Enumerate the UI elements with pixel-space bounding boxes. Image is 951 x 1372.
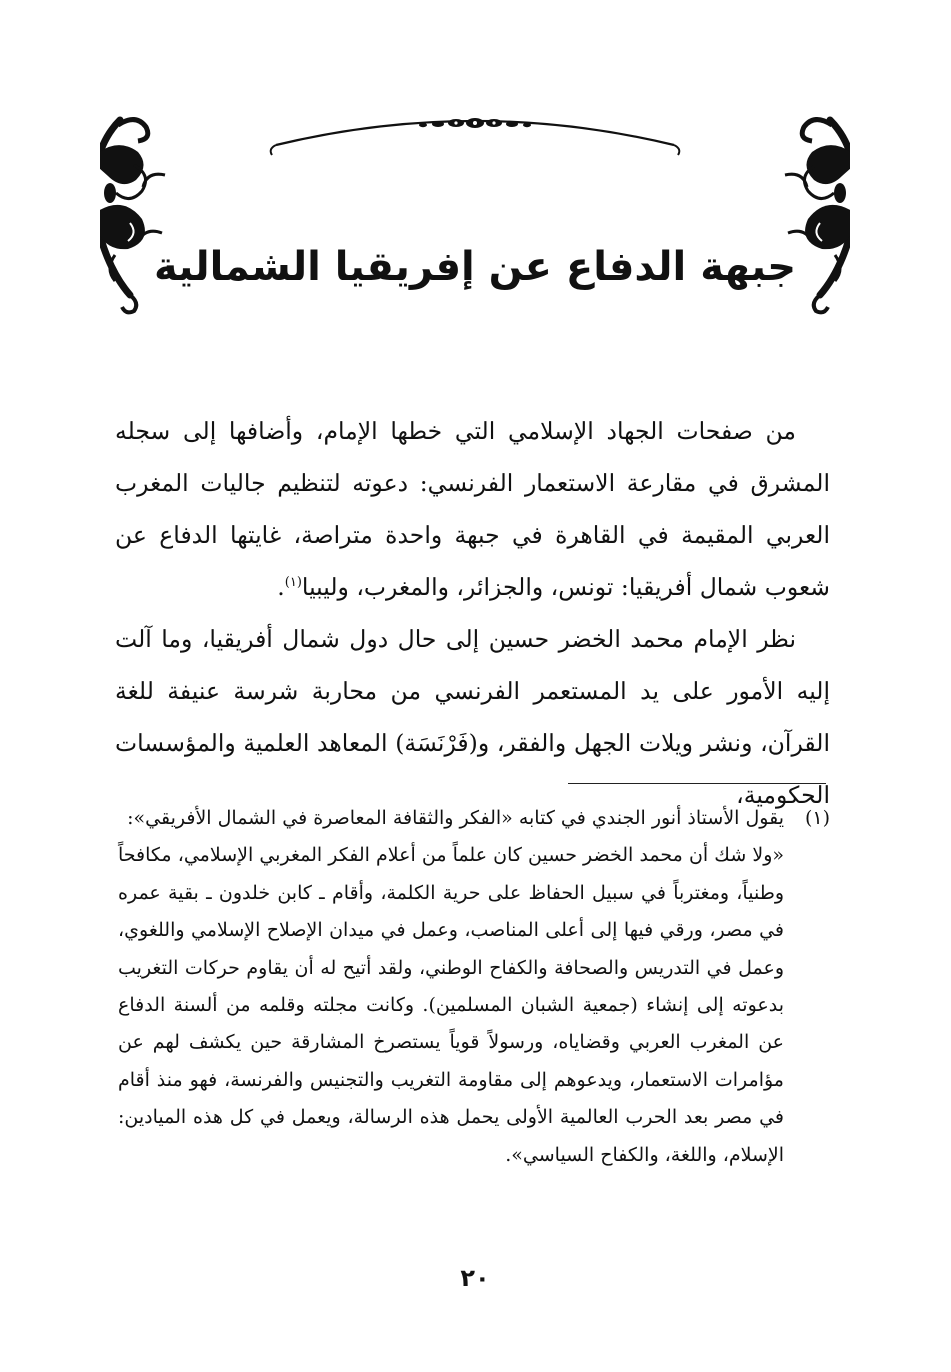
footnote-separator: [568, 783, 826, 784]
paragraph-1: [115, 405, 830, 613]
chapter-title: جبهة الدفاع عن إفريقيا الشمالية: [153, 244, 797, 290]
footnote-reference[interactable]: (١): [284, 575, 302, 591]
footnote: [118, 800, 830, 1174]
footnote-marker: (١): [804, 807, 830, 829]
paragraph-1-end: .: [277, 573, 285, 601]
paragraph-2: نظر الإمام محمد الخضر حسين إلى حال دول شمال أفريقيا، وما آلت إليه الأمور على يد المستعمر الفرنسي من محاربة شرسة عنيفة للغة القرآن، ونشر ويلات الجهل والفقر، و(فَرْنَسَة) المعاهد العلمية والمؤسسات الحكومية،: [115, 625, 830, 809]
paragraph-1-text: من صفحات الجهاد الإسلامي التي خطها الإمام، وأضافها إلى سجله المشرق في مقارعة الاستعمار الفرنسي: دعوته لتنظيم جاليات المغرب العربي المقيمة في القاهرة في جبهة واحدة متراصة، غايتها الدفاع عن شعوب شمال أفريقيا: تونس، والجزائر، والمغرب، وليبيا: [115, 417, 830, 601]
main-text: [115, 405, 830, 821]
footnote-body: [118, 800, 784, 1174]
page-number: ٢٠: [460, 1264, 490, 1292]
footnote-intro: يقول الأستاذ أنور الجندي في كتابه «الفكر والثقافة المعاصرة في الشمال الأفريقي»:: [127, 807, 784, 829]
footnote-quote: «ولا شك أن محمد الخضر حسين كان علماً من أعلام الفكر المغربي الإسلامي، مكافحاً وطنياً، ومغترباً في سبيل الحفاظ على حرية الكلمة، وأقام ـ كابن خلدون ـ بقية عمره في مصر، ورقي فيها إلى أعلى المناصب، وعمل في ميدان الإصلاح الإسلامي واللغوي، وعمل في التدريس والصحافة والكفاح الوطني، ولقد أتيح له أن يقاوم حركات التغريب بدعوته إلى إنشاء (جمعية الشبان المسلمين). وكانت مجلته وقلمه من ألسنة الدفاع عن المغرب العربي وقضاياه، ورسولاً قوياً يستصرخ المشارقة حين يكشف لهم عن مؤامرات الاستعمار، ويدعوهم إلى مقاومة التغريب والتجنيس والفرنسة، فهو منذ أقام في مصر بعد الحرب العالمية الأولى يحمل هذه الرسالة، ويعمل في كل هذه الميادين: الإسلام، واللغة، والكفاح السياسي».: [118, 844, 784, 1166]
